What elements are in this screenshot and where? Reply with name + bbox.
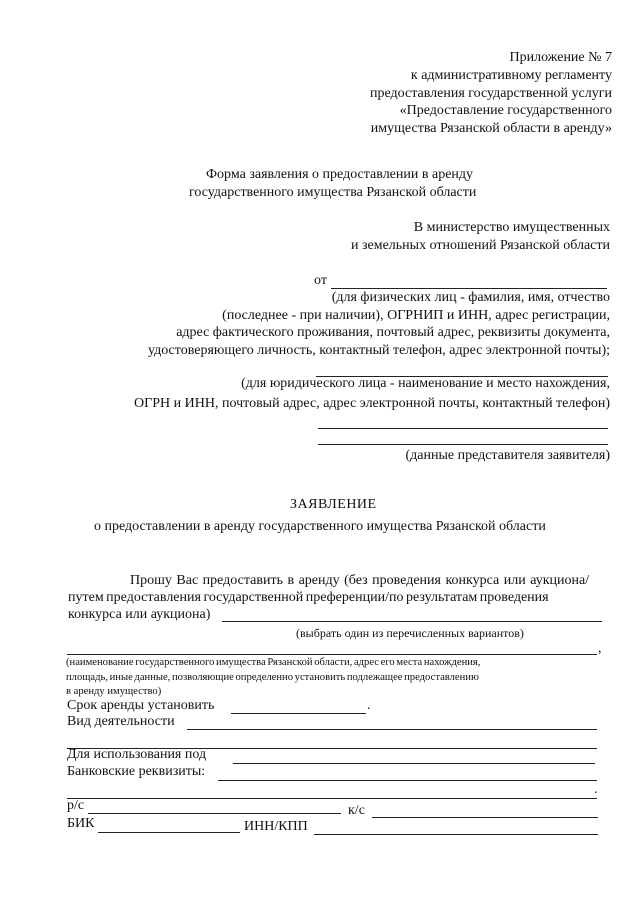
term-dot: . bbox=[367, 698, 371, 713]
bik-field[interactable] bbox=[98, 832, 240, 833]
bank-field[interactable] bbox=[218, 780, 597, 781]
applicant-name-field[interactable] bbox=[331, 288, 607, 289]
form-title: Форма заявления о предоставлении в аренду bbox=[206, 167, 474, 182]
inn-kpp-field[interactable] bbox=[314, 834, 598, 835]
request-text: Прошу Вас предоставить в аренду (без проведения конкурса или аукциона/ bbox=[130, 573, 590, 588]
representative-field[interactable] bbox=[318, 428, 608, 429]
property-hint: (наименование государственного имущества Рязанской области, адрес его места нахождения, bbox=[66, 657, 481, 668]
purpose-dot: . bbox=[594, 782, 598, 797]
representative-field[interactable] bbox=[318, 444, 608, 445]
appendix-line: имущества Рязанской области в аренду» bbox=[370, 121, 612, 136]
individual-hint: (последнее - при наличии), ОГРНИП и ИНН, адрес регистрации, bbox=[222, 308, 610, 323]
ks-field[interactable] bbox=[372, 817, 598, 818]
bank-field[interactable] bbox=[67, 798, 597, 799]
individual-hint: адрес фактического проживания, почтовый адрес, реквизиты документа, bbox=[176, 325, 610, 340]
rs-field[interactable] bbox=[88, 813, 341, 814]
variant-field[interactable] bbox=[222, 621, 602, 622]
appendix-number: Приложение № 7 bbox=[509, 50, 612, 65]
legal-hint: ОГРН и ИНН, почтовый адрес, адрес электронной почты, контактный телефон) bbox=[134, 396, 610, 411]
statement-subtitle: о предоставлении в аренду государственного имущества Рязанской области bbox=[94, 519, 546, 534]
property-field[interactable] bbox=[67, 654, 597, 655]
inn-kpp-label: ИНН/КПП bbox=[244, 819, 308, 834]
bank-label: Банковские реквизиты: bbox=[67, 764, 206, 779]
from-label: от bbox=[314, 273, 327, 288]
request-text: путем предоставления государственной преференции/по результатам проведения bbox=[68, 590, 549, 605]
purpose-label: Для использования под bbox=[67, 747, 207, 762]
legal-hint: (для юридического лица - наименование и место нахождения, bbox=[241, 376, 610, 391]
statement-title: ЗАЯВЛЕНИЕ bbox=[290, 497, 377, 512]
property-hint: площадь, иные данные, позволяющие определенно установить подлежащее предоставлению bbox=[66, 672, 479, 683]
choose-hint: (выбрать один из перечисленных вариантов) bbox=[296, 626, 524, 640]
addressee: В министерство имущественных bbox=[413, 220, 610, 235]
activity-field[interactable] bbox=[187, 729, 597, 730]
individual-hint: (для физических лиц - фамилия, имя, отчество bbox=[331, 290, 610, 305]
form-title: государственного имущества Рязанской области bbox=[189, 185, 477, 200]
rs-label: р/с bbox=[67, 798, 85, 813]
purpose-field[interactable] bbox=[233, 763, 595, 764]
term-field[interactable] bbox=[231, 713, 366, 714]
appendix-line: «Предоставление государственного bbox=[399, 103, 612, 118]
ks-label: к/с bbox=[348, 803, 365, 818]
appendix-line: к административному регламенту bbox=[410, 68, 612, 83]
bik-label: БИК bbox=[67, 816, 95, 831]
comma: , bbox=[598, 641, 602, 656]
appendix-line: предоставления государственной услуги bbox=[370, 86, 612, 101]
addressee: и земельных отношений Рязанской области bbox=[351, 238, 610, 253]
request-text: конкурса или аукциона) bbox=[68, 607, 211, 622]
term-label: Срок аренды установить bbox=[67, 698, 215, 713]
property-hint: в аренду имущество) bbox=[66, 686, 162, 697]
individual-hint: удостоверяющего личность, контактный телефон, адрес электронной почты); bbox=[147, 343, 610, 358]
activity-label: Вид деятельности bbox=[67, 714, 175, 729]
representative-hint: (данные представителя заявителя) bbox=[405, 448, 610, 463]
